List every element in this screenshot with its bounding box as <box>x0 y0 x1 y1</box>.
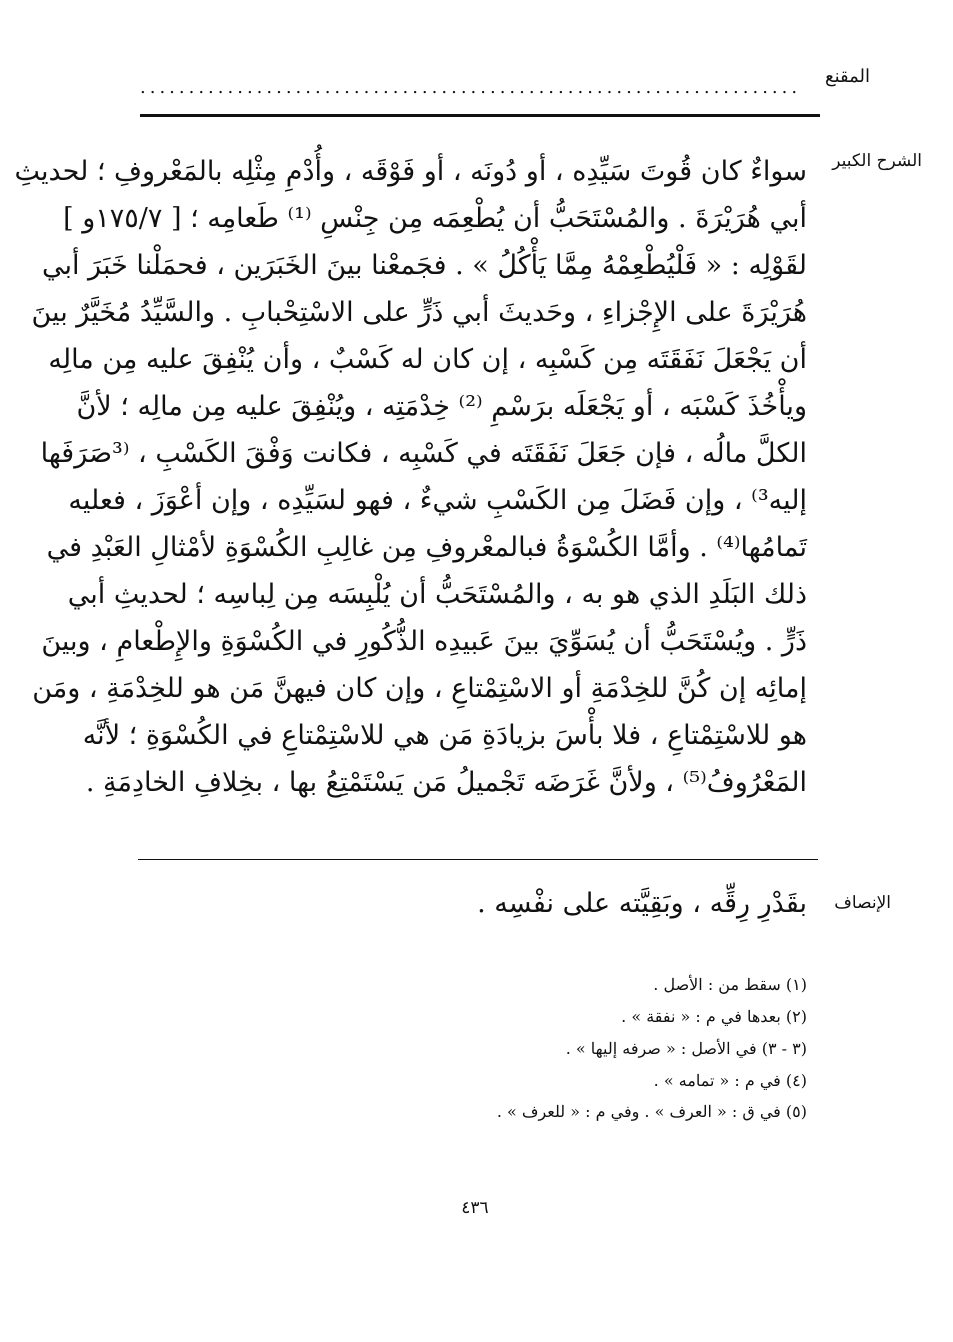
main-text-line: تَمامُها⁽⁴⁾ . وأمَّا الكُسْوَةُ فبالمعْروفِ مِن غالِبِ الكُسْوَةِ لأمْثالِ العَبْدِ في <box>46 532 807 563</box>
main-text-line: لقَوْلِه : « فَلْيُطْعِمْهُ مِمَّا يَأْكُلُ » . فجَمعْنا بينَ الخَبَرَين ، فحمَلْنا خَبَرَ أبي <box>41 250 807 281</box>
side-label-sharh: الشرح الكبير <box>832 151 922 171</box>
footnote: (٤) في م : « تمامه » . <box>653 1071 807 1090</box>
footnote: (٣ - ٣) في الأصل : « صرفه إليها » . <box>565 1039 807 1058</box>
section-divider <box>138 859 818 860</box>
main-text-line: أن يَجْعَلَ نَفَقَتَه مِن كَسْبِه ، إن كان له كَسْبٌ ، وأن يُنْفِقَ عليه مِن مالِه <box>48 344 807 375</box>
header-rule <box>140 114 820 117</box>
page-number: ٤٣٦ <box>461 1198 489 1218</box>
main-text-line: ذَرٍّ . ويُسْتَحَبُّ أن يُسَوِّيَ بينَ عَبيدِه الذُّكُورِ في الكُسْوَةِ والإِطْعامِ ، وبينَ <box>41 626 807 657</box>
main-text-line: هو للاسْتِمْتاعِ ، فلا بأْسَ بزيادَةِ مَن هي للاسْتِمْتاعِ في الكُسْوَةِ ؛ لأنَّه <box>82 720 807 751</box>
main-text-line: الكلَّ مالُه ، فإن جَعَلَ نَفَقَتَه في كَسْبِه ، فكانت وَفْقَ الكَسْبِ ، ⁽³صَرَفَها <box>40 438 807 469</box>
footnote: (١) سقط من : الأصل . <box>653 975 807 994</box>
main-text-line: أبي هُرَيْرَةَ . والمُسْتَحَبُّ أن يُطْعِمَه مِن جِنْسِ ⁽¹⁾ طَعامِه ؛ [ ١٧٥/٧و ] <box>63 203 807 234</box>
main-text-line: ويأْخُذَ كَسْبَه ، أو يَجْعَلَه برَسْمِ ⁽²⁾ خِدْمَتِه ، ويُنْفِقَ عليه مِن مالِه ؛ لأنَّ <box>76 391 807 422</box>
main-text-line: هُرَيْرَةَ على الإِجْزاءِ ، وحَديثَ أبي ذَرٍّ على الاسْتِحْبابِ . والسَّيِّدُ مُخَيَّرٌ بينَ <box>31 297 807 328</box>
side-label-insaf: الإنصاف <box>834 893 891 913</box>
main-text-line: ذلك البَلَدِ الذي هو به ، والمُسْتَحَبُّ أن يُلْبِسَه مِن لِباسِه ؛ لحديثِ أبي <box>67 579 807 610</box>
footnote: (٢) بعدها في م : « نفقة » . <box>621 1007 807 1026</box>
main-text-line: إليه³⁾ ، وإن فَضَلَ مِن الكَسْبِ شيءٌ ، فهو لسَيِّدِه ، وإن أعْوَزَ ، فعليه <box>68 485 807 516</box>
footnote: (٥) في ق : « العرف » . وفي م : « للعرف » . <box>496 1102 807 1121</box>
main-text-line: سواءٌ كان قُوتَ سَيِّدِه ، أو دُونَه ، أو فَوْقَه ، وأُدْمِ مِثْلِه بالمَعْروفِ ؛ لحديثِ <box>14 156 807 187</box>
main-text-line: المَعْرُوفُ⁽⁵⁾ ، ولأنَّ غَرَضَه تَجْميلُ مَن يَسْتَمْتِعُ بها ، بخِلافِ الخادِمَةِ . <box>85 767 807 798</box>
running-header-title: المقنع <box>824 66 870 87</box>
insaf-text: بقَدْرِ رِقِّه ، وبَقِيَّته على نفْسِه . <box>477 888 807 919</box>
header-dot-leader: .................................................................... <box>140 77 802 98</box>
main-text-line: إمائِه إن كُنَّ للخِدْمَةِ أو الاسْتِمْتاعِ ، وإن كان فيهنَّ مَن هو للخِدْمَةِ ، ومَن <box>32 673 807 704</box>
